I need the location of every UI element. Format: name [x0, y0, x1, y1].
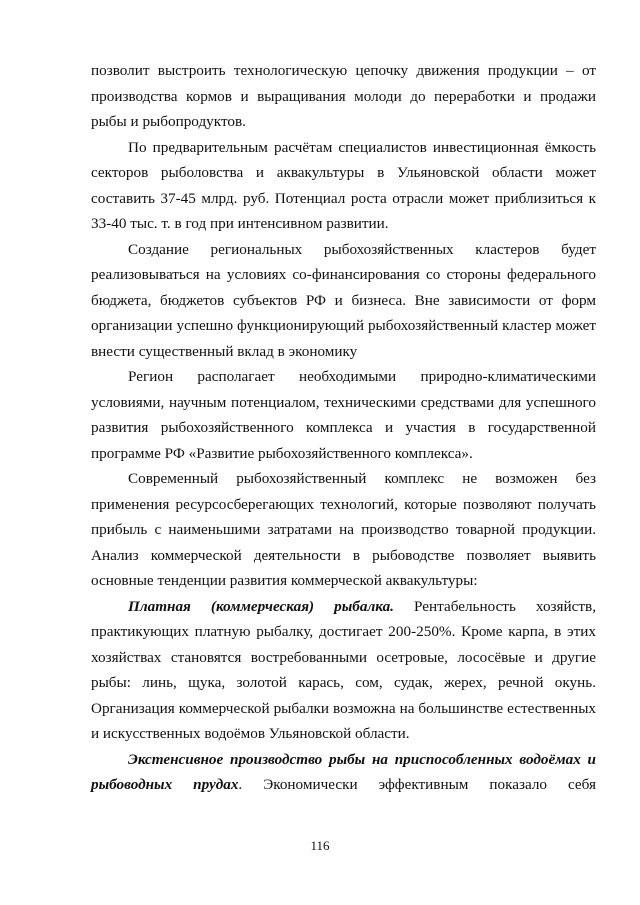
- text-line: и искусственных водоёмов Ульяновской области.: [91, 725, 410, 742]
- bold-heading: Платная (коммерческая) рыбалка.: [128, 597, 394, 615]
- text-line: практикующих платную рыбалку, достигает 200-250%. Кроме карпа, в этих: [91, 623, 596, 640]
- text-line: 33-40 тыс. т. в год при интенсивном развитии.: [91, 215, 389, 232]
- text-line: [91, 772, 596, 798]
- text-line: Регион располагает необходимыми природно-климатическими: [128, 368, 596, 385]
- text-line: программе РФ «Развитие рыбохозяйственного комплекса».: [91, 444, 473, 462]
- bold-heading: Экстенсивное производство рыбы на приспособленных водоёмах и: [128, 750, 596, 768]
- text-line: основные тенденции развития коммерческой аквакультуры:: [91, 572, 478, 589]
- text-line: хозяйствах становятся востребованными осетровые, лососёвые и другие: [91, 648, 596, 666]
- text-line: внести существенный вклад в экономику: [91, 342, 358, 360]
- bold-heading: рыбоводных прудах: [91, 776, 239, 793]
- text-line: По предварительным расчётам специалистов инвестиционная ёмкость: [128, 138, 596, 156]
- text-line: Анализ коммерческой деятельности в рыбоводстве позволяет выявить: [91, 546, 596, 564]
- text-line: рыбы: линь, щука, золотой карась, сом, судак, жерех, речной окунь.: [91, 674, 596, 691]
- text-line: рыбы и рыбопродуктов.: [91, 113, 246, 130]
- page-number: 116: [310, 838, 330, 853]
- text-line: Создание региональных рыбохозяйственных кластеров будет: [128, 240, 596, 258]
- text-line: составить 37-45 млрд. руб. Потенциал роста отрасли может приблизиться к: [91, 189, 596, 207]
- text-line: бюджета, бюджетов субъектов РФ и бизнеса. Вне зависимости от форм: [91, 291, 596, 309]
- text-line: позволит выстроить технологическую цепочку движения продукции – от: [91, 62, 596, 79]
- text-line: производства кормов и выращивания молоди до переработки и продажи: [91, 87, 596, 105]
- text-line: реализовываться на условиях со-финансирования со стороны федерального: [91, 266, 596, 283]
- text-run: Рентабельность хозяйств,: [393, 597, 596, 615]
- text-run: . Экономически эффективным показало себя: [238, 776, 596, 793]
- text-line: Организация коммерческой рыбалки возможна на большинстве естественных: [91, 699, 596, 717]
- text-line: Современный рыбохозяйственный комплекс не возможен без: [128, 470, 596, 487]
- text-line: прибыль с наименьшими затратами на производство товарной продукции.: [91, 521, 596, 538]
- text-line: секторов рыболовства и аквакультуры в Ульяновской области может: [91, 164, 596, 181]
- text-line: организации успешно функционирующий рыбохозяйственный кластер может: [91, 317, 596, 334]
- text-line: условиями, научным потенциалом, техническими средствами для успешного: [91, 393, 596, 411]
- text-line: развития рыбохозяйственного комплекса и участия в государственной: [91, 419, 596, 436]
- text-line: применения ресурсосберегающих технологий, которые позволяют получать: [91, 495, 596, 513]
- text-line: [91, 594, 596, 620]
- document-page: [91, 58, 596, 798]
